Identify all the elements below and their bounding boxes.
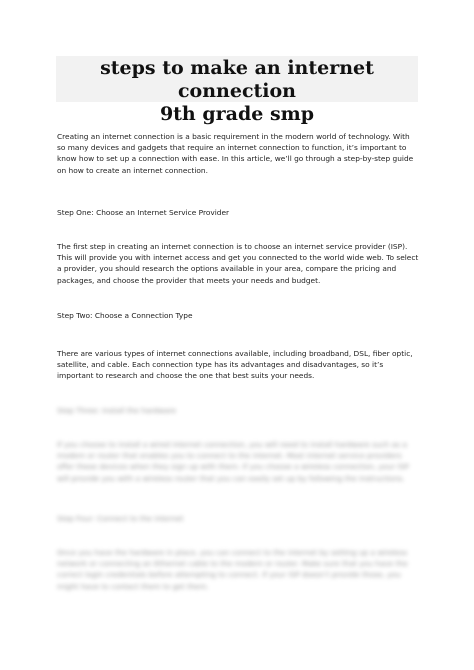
title-line-1: steps to make an internet connection [100, 57, 374, 102]
step-one-heading: Step One: Choose an Internet Service Provider [57, 208, 230, 217]
step-three-heading: Step Three: Install the hardware [57, 406, 177, 415]
step-two-paragraph: There are various types of internet connections available, including broadband, DSL, fiber optic, satellite, and cable. Each connection type has its advantages and disadvantages, so it’s important to research and choose the one that best suits your needs. [57, 349, 413, 381]
step-one-paragraph: The first step in creating an internet connection is to choose an internet service provider (ISP). This will provide you with internet access and get you connected to the world wide web. To select a provider, you should research the options available in your area, compare the pricing and packages, and choose the provider that meets your needs and budget. [57, 242, 419, 285]
document-title [56, 57, 418, 126]
title-line-2: 9th grade smp [159, 103, 315, 125]
step-two-heading: Step Two: Choose a Connection Type [57, 311, 193, 320]
step-three-paragraph: If you choose to install a wired internet connection, you will need to install hardware such as a modem or router that enables you to connect to the internet. Most internet service providers offer these devices when they sign up with them. If you choose a wireless connection, your ISP will provide you with a wireless router that you can easily set up by following the instructions. [57, 440, 409, 483]
step-four-heading: Step Four: Connect to the internet [57, 514, 184, 523]
step-four-paragraph: Once you have the hardware in place, you can connect to the internet by setting up a wireless network or connecting an Ethernet cable to the modem or router. Make sure that you have the correct login credentials before attempting to connect. If your ISP doesn’t provide those, you might have to contact them to get them. [57, 548, 408, 591]
intro-paragraph: Creating an internet connection is a basic requirement in the modern world of technology. With so many devices and gadgets that require an internet connection to function, it’s important to know how to set up a connection with ease. In this article, we’ll go through a step-by-step guide on how to create an internet connection. [57, 132, 414, 175]
